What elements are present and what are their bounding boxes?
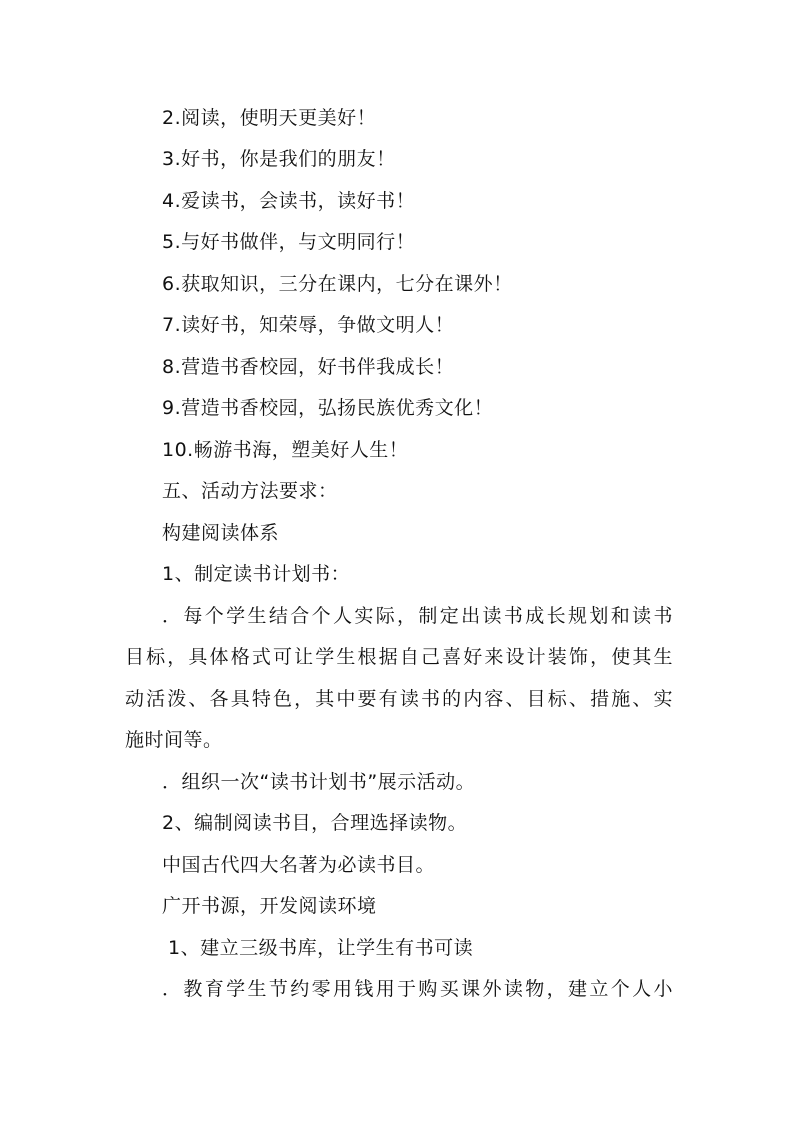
item-three-level-library: 1、建立三级书库，让学生有书可读 bbox=[168, 937, 474, 959]
slogan-line-10: 10.畅游书海，塑美好人生！ bbox=[162, 439, 409, 461]
activity-showcase: ．组织一次“读书计划书”展示活动。 bbox=[162, 771, 476, 793]
slogan-line-9: 9.营造书香校园，弘扬民族优秀文化！ bbox=[162, 397, 494, 419]
paragraph-line-4: 施时间等。 bbox=[125, 729, 223, 751]
subheading-reading-system: 构建阅读体系 bbox=[162, 522, 280, 544]
slogan-line-5: 5.与好书做伴，与文明同行！ bbox=[162, 231, 416, 253]
paragraph-line-3: 动活泼、各具特色，其中要有读书的内容、目标、措施、实 bbox=[125, 688, 673, 710]
slogan-line-4: 4.爱读书，会读书，读好书！ bbox=[162, 190, 416, 212]
paragraph-line-2: 目标，具体格式可让学生根据自己喜好来设计装饰，使其生 bbox=[125, 646, 673, 668]
slogan-line-3: 3.好书，你是我们的朋友！ bbox=[162, 148, 396, 170]
required-books: 中国古代四大名著为必读书目。 bbox=[162, 854, 436, 876]
subheading-reading-environment: 广开书源，开发阅读环境 bbox=[162, 895, 377, 917]
item-reading-list: 2、编制阅读书目，合理选择读物。 bbox=[162, 812, 468, 834]
slogan-line-6: 6.获取知识，三分在课内，七分在课外！ bbox=[162, 273, 513, 295]
paragraph-line-1: ．每个学生结合个人实际，制定出读书成长规划和读书 bbox=[162, 605, 673, 627]
section-heading: 五、活动方法要求： bbox=[162, 480, 338, 502]
slogan-line-2: 2.阅读，使明天更美好！ bbox=[162, 107, 377, 129]
paragraph-personal-library: ．教育学生节约零用钱用于购买课外读物，建立个人小 bbox=[162, 978, 673, 1000]
slogan-line-7: 7.读好书，知荣辱，争做文明人！ bbox=[162, 314, 455, 336]
item-reading-plan: 1、制定读书计划书： bbox=[162, 563, 351, 585]
slogan-line-8: 8.营造书香校园，好书伴我成长！ bbox=[162, 356, 455, 378]
